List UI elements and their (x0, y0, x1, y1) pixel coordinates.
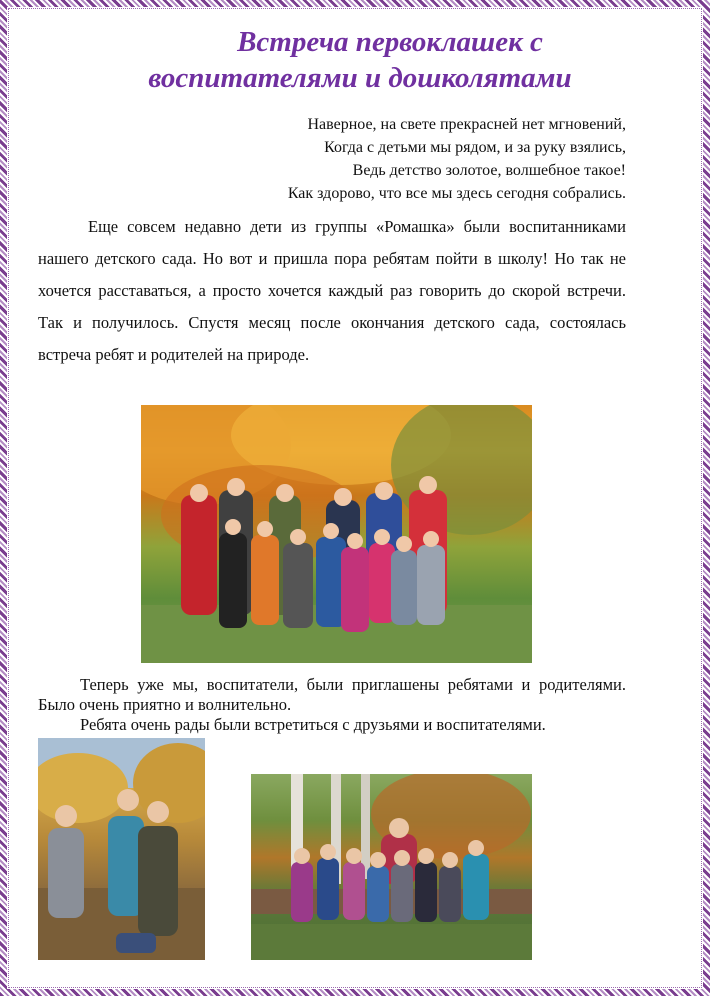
paragraph-invited: Теперь уже мы, воспитатели, были приглашены ребятами и родителями. Было очень приятно и волнительно. (38, 675, 626, 714)
boys-photo (38, 738, 205, 960)
paragraph-happy: Ребята очень рады были встретиться с друзьями и воспитателями. (80, 715, 546, 734)
children-bench-photo (251, 774, 532, 960)
poem-line: Ведь детство золотое, волшебное такое! (352, 162, 626, 179)
page-title (60, 24, 660, 96)
intro-paragraph: Еще совсем недавно дети из группы «Ромашка» были воспитанниками нашего детского сада. Но вот и пришла пора ребятам пойти в школу! Но так не хочется расставаться, а просто хочется каждый раз говорить до скорой встречи. Так и получилось. Спустя месяц после окончания детского сада, состоялась встреча ребят и родителей на природе. (38, 217, 626, 364)
poem-line: Наверное, на свете прекрасней нет мгновений, (307, 116, 626, 133)
group-photo-autumn (141, 405, 532, 663)
title-line-2: воспитателями и дошколятами (148, 62, 572, 94)
poem (288, 113, 626, 205)
poem-line: Когда с детьми мы рядом, и за руку взялись, (324, 139, 626, 156)
closing-text (38, 675, 626, 735)
poem-line: Как здорово, что все мы здесь сегодня собрались. (287, 185, 626, 202)
title-line-1: Встреча первоклашек с (237, 26, 543, 58)
